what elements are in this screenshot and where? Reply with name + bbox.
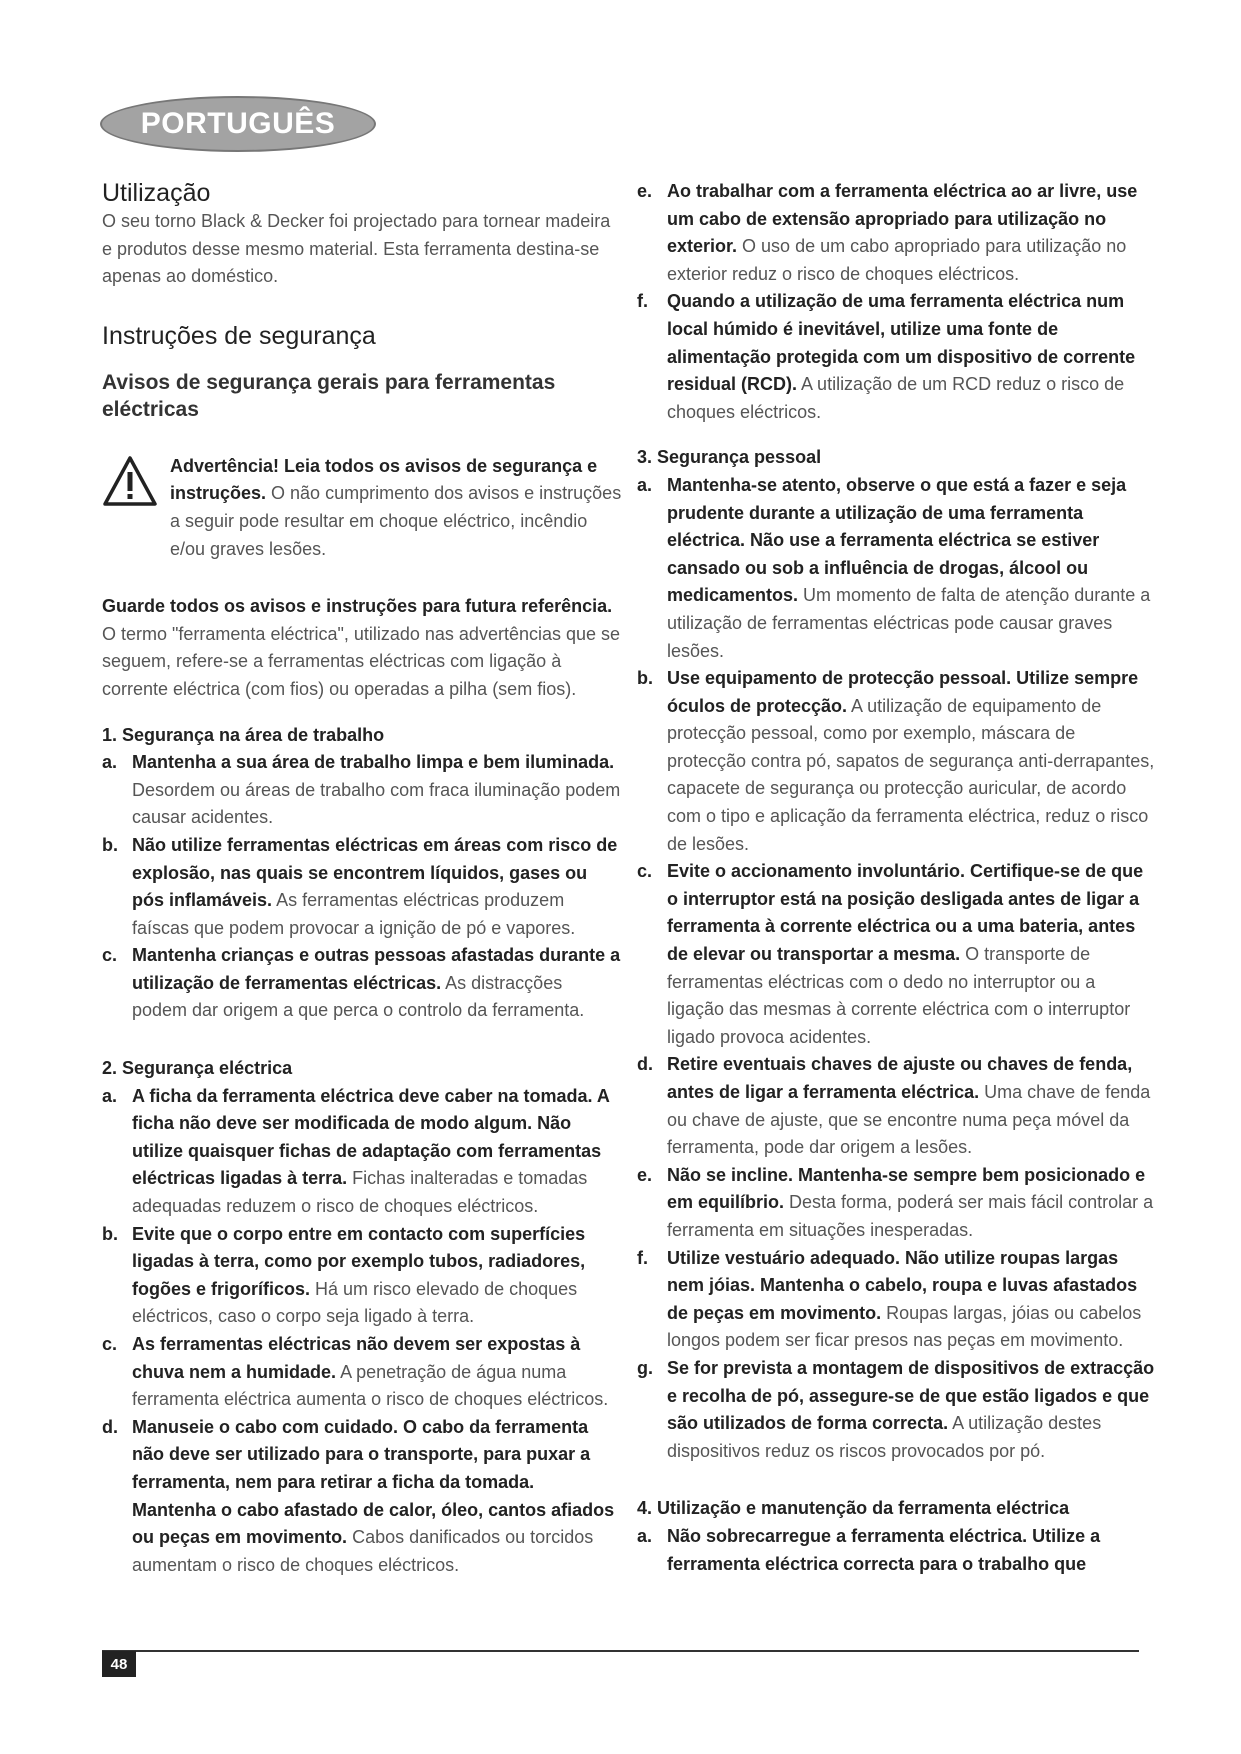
item-text: Desordem ou áreas de trabalho com fraca iluminação podem causar acidentes.	[132, 779, 621, 828]
item-bold: Não utilize ferramentas eléctricas em áreas com risco de explosão, nas quais se encontrem líquidos, gases ou pós inflamáveis.	[132, 834, 618, 911]
list-item	[102, 942, 622, 1025]
item-text: As distracções podem dar origem a que perca o controlo da ferramenta.	[132, 972, 585, 1021]
list-item	[102, 1221, 622, 1331]
item-text: A utilização de equipamento de protecção pessoal, como por exemplo, máscara de protecção contra pó, sapatos de segurança anti-derrapantes, capacete de segurança ou protecção auricular, de acordo com o tipo e aplicação da ferramenta eléctrica, reduz o risco de lesões.	[667, 695, 1155, 854]
item-text: A utilização de um RCD reduz o risco de choques eléctricos.	[667, 374, 1125, 422]
footer-rule	[102, 1650, 1139, 1652]
item-text: A penetração de água numa ferramenta eléctrica aumenta o risco de choques eléctricos.	[132, 1361, 609, 1410]
item-label: d.	[637, 1054, 653, 1075]
list-item	[637, 1162, 1157, 1245]
guarde-bold: Guarde todos os avisos e instruções para futura referência.	[102, 596, 613, 617]
list-item	[637, 665, 1157, 858]
item-label: c.	[102, 1334, 118, 1354]
list-item	[102, 1414, 622, 1580]
list-item	[102, 832, 622, 942]
item-bold: Se for prevista a montagem de dispositivos de extracção e recolha de pó, assegure-se de que estão ligados e que são utilizados de forma correcta.	[667, 1357, 1155, 1434]
item-bold: Quando a utilização de uma ferramenta eléctrica num local húmido é inevitável, utilize uma fonte de alimentação protegida com um dispositivo de corrente residual (RCD).	[667, 291, 1136, 395]
warning-triangle-icon	[102, 455, 158, 507]
item-text: A utilização destes dispositivos reduz os riscos provocados por pó.	[667, 1413, 1102, 1461]
item-label: b.	[102, 834, 118, 855]
item-bold: Retire eventuais chaves de ajuste ou chaves de fenda, antes de ligar a ferramenta eléctrica.	[667, 1054, 1133, 1102]
seguranca-title: Instruções de segurança	[102, 321, 376, 350]
item-label: a.	[102, 1085, 118, 1106]
item-label: a.	[102, 752, 118, 773]
sec4-title: 4. Utilização e manutenção da ferramenta eléctrica	[637, 1498, 1070, 1519]
item-bold: As ferramentas eléctricas não devem ser expostas à chuva nem a humidade.	[132, 1334, 581, 1382]
avisos-title: Avisos de segurança gerais para ferramentas eléctricas	[102, 370, 556, 421]
right-column	[637, 178, 1157, 1578]
item-bold: Evite que o corpo entre em contacto com superfícies ligadas à terra, como por exemplo tubos, radiadores, fogões e frigoríficos.	[132, 1223, 586, 1299]
list-item	[102, 749, 622, 832]
item-label: b.	[102, 1223, 118, 1244]
item-label: b.	[637, 668, 653, 689]
item-label: g.	[637, 1357, 653, 1378]
item-label: a.	[637, 474, 653, 495]
sec3-title: 3. Segurança pessoal	[637, 447, 822, 468]
item-text: O uso de um cabo apropriado para utilização no exterior reduz o risco de choques eléctricos.	[667, 236, 1127, 284]
list-item	[637, 858, 1157, 1051]
utilizacao-title: Utilização	[102, 179, 211, 207]
item-bold: Evite o accionamento involuntário. Certifique-se de que o interruptor está na posição desligada antes de ligar a ferramenta à corrente eléctrica ou a uma bateria, antes de elevar ou transportar a mesma.	[667, 861, 1144, 965]
item-bold: Mantenha crianças e outras pessoas afastadas durante a utilização de ferramentas eléctricas.	[132, 945, 621, 993]
list-item	[637, 472, 1157, 665]
item-label: a.	[637, 1525, 653, 1546]
list-item	[637, 1245, 1157, 1355]
guarde-text: O termo "ferramenta eléctrica", utilizado nas advertências que se seguem, refere-se a ferramentas eléctricas com ligação à corrente eléctrica (com fios) ou operadas a pilha (sem fios).	[102, 623, 621, 699]
item-bold: Mantenha a sua área de trabalho limpa e bem iluminada.	[132, 752, 615, 773]
item-bold: A ficha da ferramenta eléctrica deve caber na tomada. A ficha não deve ser modificada de modo algum. Não utilize quaisquer fichas de adaptação com ferramentas eléctricas ligadas à terra.	[132, 1085, 610, 1189]
list-item	[637, 1355, 1157, 1465]
sec1-title: 1. Segurança na área de trabalho	[102, 724, 385, 745]
item-text: Um momento de falta de atenção durante a utilização de ferramentas eléctricas pode causar graves lesões.	[667, 585, 1151, 661]
page-number: 48	[102, 1651, 136, 1677]
item-label: c.	[637, 861, 653, 882]
item-text: Fichas inalteradas e tomadas adequadas reduzem o risco de choques eléctricos.	[132, 1168, 588, 1217]
item-bold: Não sobrecarregue a ferramenta eléctrica. Utilize a ferramenta eléctrica correcta para o trabalho que	[667, 1525, 1101, 1574]
list-item	[637, 1523, 1157, 1578]
warning-block	[102, 453, 622, 563]
item-text: As ferramentas eléctricas produzem faíscas que podem provocar a ignição de pó e vapores.	[132, 890, 576, 938]
item-text: Uma chave de fenda ou chave de ajuste, que se encontre numa peça móvel da ferramenta, pode dar origem a lesões.	[667, 1082, 1151, 1158]
list-item	[637, 1051, 1157, 1161]
item-label: e.	[637, 181, 653, 201]
utilizacao-body: O seu torno Black & Decker foi projectado para tornear madeira e produtos desse mesmo material. Esta ferramenta destina-se apenas ao doméstico.	[102, 211, 611, 287]
item-bold: Utilize vestuário adequado. Não utilize roupas largas nem jóias. Mantenha o cabelo, roupa e luvas afastados de peças em movimento.	[667, 1247, 1138, 1323]
list-item	[637, 178, 1157, 288]
list-item	[102, 1331, 622, 1414]
item-bold: Não se incline. Mantenha-se sempre bem posicionado e em equilíbrio.	[667, 1164, 1146, 1213]
warning-text: O não cumprimento dos avisos e instruções a seguir pode resultar em choque eléctrico, incêndio e/ou graves lesões.	[170, 483, 622, 559]
language-badge	[100, 96, 376, 152]
sec2-title: 2. Segurança eléctrica	[102, 1058, 293, 1079]
item-label: c.	[102, 945, 118, 966]
item-label: f.	[637, 1247, 648, 1268]
language-label: PORTUGUÊS	[140, 107, 336, 140]
item-label: d.	[102, 1416, 118, 1437]
item-bold: Mantenha-se atento, observe o que está a fazer e seja prudente durante a utilização de uma ferramenta eléctrica. Não use a ferramenta eléctrica se estiver cansado ou sob a influência de drogas, álcool ou medicamentos.	[667, 474, 1127, 606]
warning-bold: Advertência! Leia todos os avisos de segurança e instruções.	[170, 455, 598, 504]
item-bold: Manuseie o cabo com cuidado. O cabo da ferramenta não deve ser utilizado para o transporte, para puxar a ferramenta, nem para retirar a ficha da tomada. Mantenha o cabo afastado de calor, óleo, cantos afiados ou peças em movimento.	[132, 1416, 615, 1548]
item-bold: Use equipamento de protecção pessoal. Utilize sempre óculos de protecção.	[667, 668, 1139, 716]
item-text: Há um risco elevado de choques eléctricos, caso o corpo seja ligado à terra.	[132, 1278, 578, 1327]
item-bold: Ao trabalhar com a ferramenta eléctrica ao ar livre, use um cabo de extensão apropriado para utilização no exterior.	[667, 181, 1138, 257]
left-column	[102, 178, 622, 1579]
guarde-paragraph	[102, 593, 622, 703]
item-text: O transporte de ferramentas eléctricas com o dedo no interruptor ou a ligação das mesmas à corrente eléctrica com o interruptor ligado provoca acidentes.	[667, 944, 1131, 1047]
item-text: Desta forma, poderá ser mais fácil controlar a ferramenta em situações inesperadas.	[667, 1192, 1154, 1240]
item-text: Roupas largas, jóias ou cabelos longos podem ser ficar presos nas peças em movimento.	[667, 1302, 1142, 1351]
item-text: Cabos danificados ou torcidos aumentam o risco de choques eléctricos.	[132, 1527, 594, 1575]
item-label: f.	[637, 291, 648, 312]
item-label: e.	[637, 1164, 653, 1185]
list-item	[637, 288, 1157, 426]
list-item	[102, 1083, 622, 1221]
